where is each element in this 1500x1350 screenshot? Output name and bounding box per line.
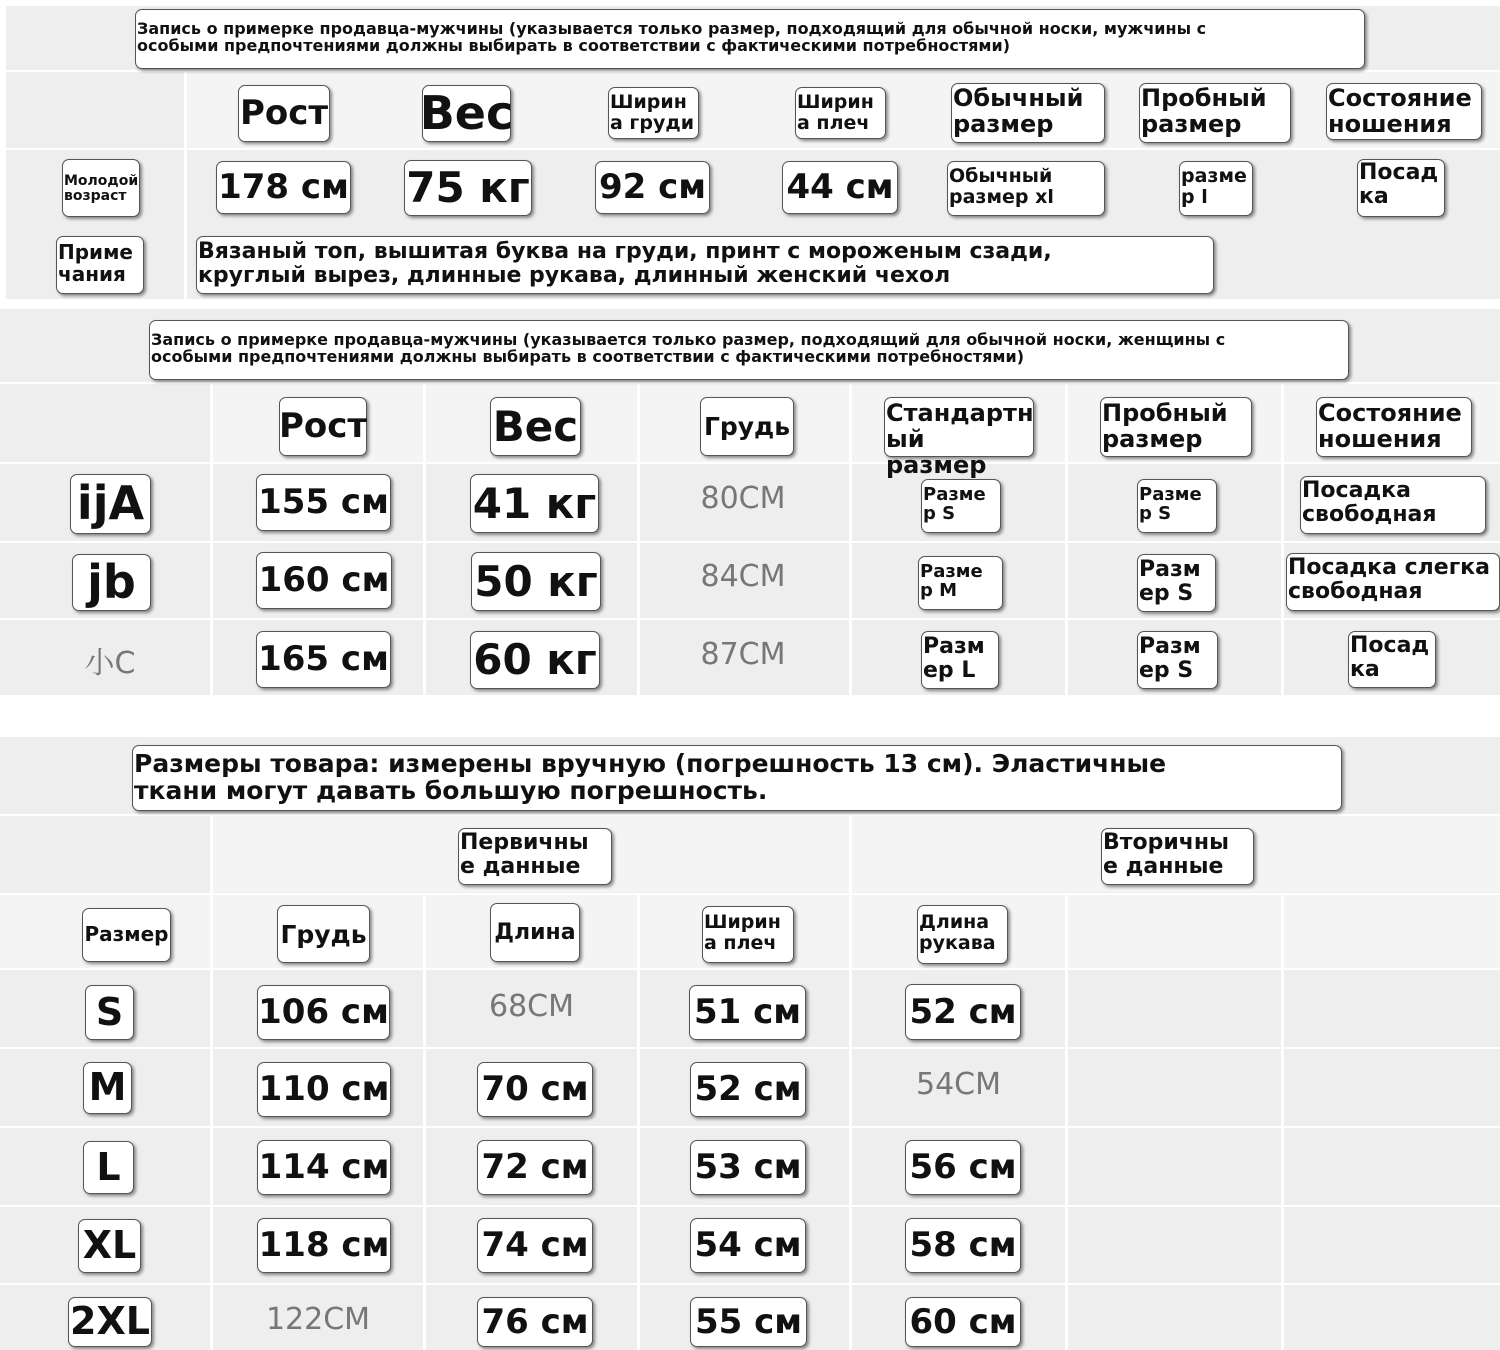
divider: [0, 618, 1500, 620]
female-height-value: 165 см: [256, 631, 391, 688]
size-label: 2XL: [68, 1297, 152, 1347]
female-header-trial-size: Пробный размер: [1100, 397, 1252, 457]
divider: [0, 382, 1500, 384]
male-chest-value: 92 см: [595, 161, 710, 214]
female-header-row-background: [212, 384, 1500, 479]
male-header-shoulder-width: Ширин а плеч: [795, 87, 886, 139]
size-shoulder-value: 52 см: [690, 1062, 806, 1117]
size-sleeve-value: 56 см: [905, 1140, 1021, 1195]
male-trial-size-value: разме р l: [1179, 161, 1253, 216]
divider: [6, 70, 1500, 72]
male-header-weight: Вес: [422, 85, 511, 142]
primary-data-label: Первичны е данные: [458, 828, 612, 885]
divider: [1281, 895, 1284, 1350]
product-header-chest: Грудь: [277, 905, 370, 963]
size-label: XL: [78, 1219, 141, 1273]
male-fitting-note: Запись о примерке продавца-мужчины (указывается только размер, подходящий для обычной носки, мужчины с особыми предпочтениями должны выбирать в соответствии с фактическими потребностями): [135, 9, 1365, 69]
size-chest-value: 110 см: [257, 1062, 391, 1117]
size-chest-value: 122CM: [265, 1302, 371, 1337]
female-trial-size-value: Разм ер S: [1137, 631, 1218, 689]
male-header-wear-state: Состояние ношения: [1326, 83, 1482, 140]
size-shoulder-value: 53 см: [690, 1140, 806, 1195]
size-chest-value: 114 см: [257, 1140, 391, 1195]
female-model-label: jb: [72, 554, 151, 611]
female-height-value: 155 см: [256, 474, 391, 531]
male-header-height: Рост: [238, 85, 330, 142]
female-standard-size-value: Разм ер L: [921, 631, 999, 689]
female-header-wear-state: Состояние ношения: [1316, 397, 1472, 457]
divider: [1065, 895, 1068, 1350]
female-weight-value: 41 кг: [470, 474, 599, 533]
size-shoulder-value: 51 см: [689, 985, 806, 1040]
female-trial-size-value: Разме р S: [1137, 479, 1217, 533]
size-chest-value: 106 см: [257, 985, 390, 1040]
size-sleeve-value: 54CM: [915, 1067, 1001, 1102]
size-length-value: 70 см: [477, 1062, 593, 1117]
female-header-standard-size: Стандартн ый размер: [886, 399, 1034, 479]
divider: [0, 541, 1500, 543]
size-chest-value: 118 см: [257, 1218, 391, 1273]
divider: [0, 1126, 1500, 1128]
female-model-label: 小C: [84, 646, 136, 681]
female-weight-value: 60 кг: [470, 631, 600, 689]
divider: [1065, 384, 1068, 695]
female-chest-value: 84CM: [700, 559, 786, 594]
male-usual-size-value: Обычный размер xl: [947, 161, 1105, 216]
size-sleeve-value: 52 см: [905, 984, 1021, 1040]
size-sleeve-value: 58 см: [905, 1218, 1021, 1273]
product-header-size: Размер: [82, 908, 171, 962]
divider: [849, 895, 852, 1350]
male-row-label: Молодой возраст: [62, 159, 140, 217]
divider: [0, 462, 1500, 464]
secondary-data-label: Вторичны е данные: [1101, 828, 1254, 885]
size-shoulder-value: 54 см: [690, 1218, 806, 1273]
female-fit-value: Посад ка: [1348, 631, 1436, 688]
divider: [849, 816, 852, 893]
female-standard-size-value: Разме р S: [921, 479, 1001, 533]
divider: [184, 72, 187, 299]
male-remarks: Вязаный топ, вышитая буква на груди, принт с мороженым сзади, круглый вырез, длинные рукава, длинный женский чехол: [196, 236, 1214, 294]
female-model-label: ijA: [70, 474, 151, 534]
size-length-value: 76 см: [477, 1297, 593, 1347]
female-fit-value: Посадка слегка свободная: [1286, 553, 1500, 611]
female-header-height: Рост: [279, 397, 367, 456]
size-label: L: [83, 1141, 134, 1194]
product-group-row-background: [212, 816, 1500, 892]
divider: [0, 1283, 1500, 1285]
divider: [423, 895, 426, 1350]
male-header-trial-size: Пробный размер: [1139, 83, 1291, 143]
divider: [0, 1205, 1500, 1207]
divider: [1281, 384, 1284, 695]
female-fitting-note: Запись о примерке продавца-мужчины (указывается только размер, подходящий для обычной носки, женщины с особыми предпочтениями должны выбирать в соответствии с фактическими потребностями): [149, 320, 1349, 380]
male-header-usual-size: Обычный размер: [951, 83, 1105, 143]
male-remarks-label: Приме чания: [56, 236, 144, 294]
male-fit-value: Посад ка: [1357, 159, 1445, 217]
divider: [0, 1047, 1500, 1049]
divider: [210, 384, 213, 695]
divider: [0, 968, 1500, 970]
female-fit-value: Посадка свободная: [1300, 476, 1486, 534]
male-shoulder-value: 44 см: [782, 161, 898, 214]
size-sleeve-value: 60 см: [905, 1297, 1021, 1347]
female-trial-size-value: Разм ер S: [1137, 554, 1216, 612]
female-height-value: 160 см: [256, 552, 392, 609]
divider: [0, 814, 1500, 816]
product-header-length: Длина: [490, 903, 580, 962]
size-shoulder-value: 55 см: [690, 1297, 807, 1347]
female-chest-value: 87CM: [700, 637, 786, 672]
size-label: S: [85, 985, 134, 1040]
divider: [423, 384, 426, 695]
divider: [637, 895, 640, 1350]
divider: [0, 893, 1500, 895]
size-label: M: [83, 1062, 132, 1114]
size-length-value: 68CM: [488, 989, 574, 1024]
female-header-weight: Вес: [490, 397, 581, 456]
female-standard-size-value: Разме р M: [918, 556, 1003, 610]
size-length-value: 72 см: [477, 1140, 593, 1195]
male-header-chest-width: Ширин а груди: [608, 87, 699, 139]
male-weight-value: 75 кг: [404, 160, 532, 216]
female-weight-value: 50 кг: [471, 552, 601, 611]
product-size-note: Размеры товара: измерены вручную (погрешность 13 см). Эластичные ткани могут давать большую погрешность.: [132, 745, 1342, 811]
female-chest-value: 80CM: [700, 481, 786, 516]
female-header-chest: Грудь: [700, 397, 794, 456]
male-height-value: 178 см: [216, 161, 351, 214]
product-header-sleeve-length: Длина рукава: [917, 905, 1008, 964]
product-header-shoulder-width: Ширин а плеч: [702, 906, 794, 963]
divider: [849, 384, 852, 695]
size-length-value: 74 см: [477, 1218, 593, 1273]
divider: [210, 816, 213, 1350]
divider: [6, 148, 1500, 150]
